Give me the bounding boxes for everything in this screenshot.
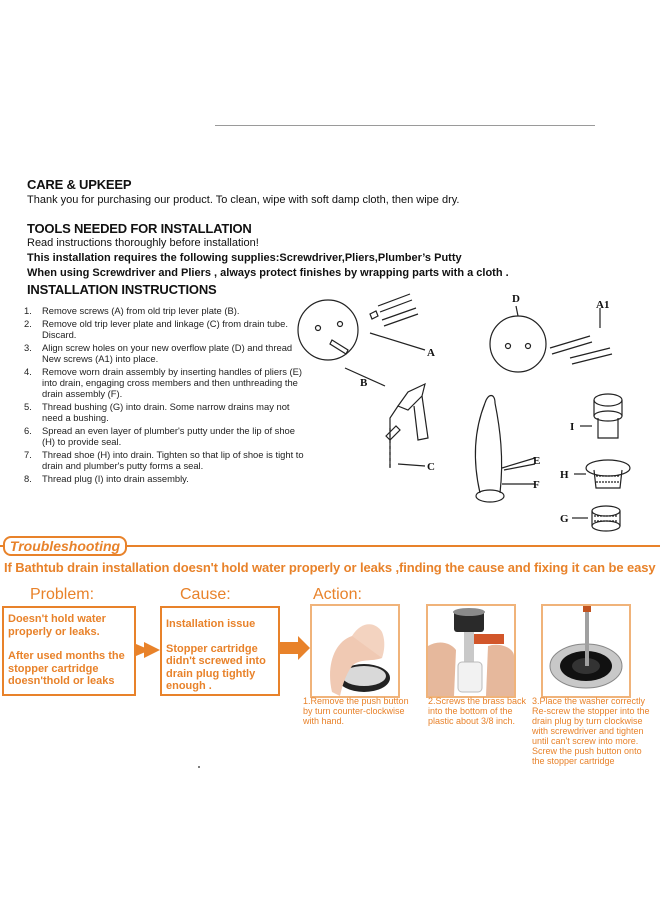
troubleshooting-title: If Bathtub drain installation doesn't hold water properly or leaks ,finding the cause and fixing it can be easy	[4, 560, 656, 575]
action-caption-3: 3.Place the washer correctly Re-screw the stopper into the drain plug by turn clockwise with screwdriver and tighten until can't screw into more. Screw the push button onto the stopper cartridge	[532, 696, 650, 766]
stray-dot	[198, 766, 200, 768]
step-item: 8. Thread plug (I) into drain assembly.	[24, 473, 189, 484]
label-g: G	[560, 513, 569, 525]
plug-i-drawing	[594, 394, 622, 438]
problem-heading: Problem:	[30, 586, 95, 603]
step-item: 4. Remove worn drain assembly by inserting handles of pliers (E) into drain, engaging cross members and then unthreading the drain assembly (F).	[24, 366, 303, 399]
step-item: 2. Remove old trip lever plate and linkage (C) from drain tube. Discard.	[24, 318, 288, 340]
cause-heading: Cause:	[180, 586, 231, 603]
installation-parts-diagram	[290, 288, 660, 538]
label-e: E	[533, 455, 541, 467]
problem-line: After used months the stopper cartridge doesn'thold or leaks	[8, 650, 125, 687]
label-b: B	[360, 377, 368, 389]
screwdriver-in-drain-image	[543, 606, 629, 696]
label-d: D	[512, 293, 520, 305]
tools-protect-note: When using Screwdriver and Pliers , always protect finishes by wrapping parts with a cloth .	[27, 267, 509, 279]
brass-stopper-image	[428, 606, 514, 696]
label-c: C	[427, 461, 435, 473]
pliers-drawing	[475, 396, 504, 503]
step-item: 3. Align screw holes on your new overflow plate (D) and thread New screws (A1) into place.	[24, 342, 293, 364]
cause-to-action-arrow	[280, 634, 310, 662]
label-i: I	[570, 421, 575, 433]
problem-box	[2, 606, 136, 696]
step-item: 6. Spread an even layer of plumber's putty under the lip of shoe (H) to provide seal.	[24, 425, 295, 447]
screws-a1-drawing	[550, 336, 612, 364]
step-item: 5. Thread bushing (G) into drain. Some narrow drains may not need a bushing.	[24, 401, 290, 423]
step-item: 7. Thread shoe (H) into drain. Tighten so that lip of shoe is tight to drain and plumber's putty forms a seal.	[24, 449, 304, 471]
care-heading: CARE & UPKEEP	[27, 177, 132, 192]
label-a: A	[427, 347, 435, 359]
tools-read-note: Read instructions thoroughly before installation!	[27, 237, 259, 249]
bushing-g-drawing	[592, 506, 620, 531]
installation-heading: INSTALLATION INSTRUCTIONS	[27, 282, 217, 297]
action-photo-1	[310, 604, 400, 698]
troubleshooting-badge: Troubleshooting	[3, 536, 127, 556]
screws-a-drawing	[370, 294, 418, 326]
label-a1: A1	[596, 299, 610, 311]
tools-heading: TOOLS NEEDED FOR INSTALLATION	[27, 221, 252, 236]
cause-line: Stopper cartridge didn't screwed into drain plug tightly enough .	[166, 642, 266, 692]
hand-removing-button-image	[312, 606, 398, 696]
problem-line: Doesn't hold water properly or leaks.	[8, 613, 106, 638]
label-h: H	[560, 469, 569, 481]
installation-steps	[24, 305, 304, 486]
shoe-h-drawing	[586, 460, 630, 488]
action-photo-2	[426, 604, 516, 698]
action-photo-3	[541, 604, 631, 698]
action-heading: Action:	[313, 586, 362, 603]
label-f: F	[533, 479, 540, 491]
action-caption-1: 1.Remove the push button by turn counter-clockwise with hand.	[303, 696, 409, 726]
cause-box	[160, 606, 280, 696]
old-trip-lever-plate-drawing	[298, 300, 358, 360]
top-divider	[215, 125, 595, 126]
trip-lever-linkage-drawing	[386, 384, 428, 468]
new-overflow-plate-drawing	[490, 316, 546, 372]
cause-line: Installation issue	[166, 618, 256, 630]
tools-required-supplies: This installation requires the following supplies:Screwdriver,Pliers,Plumber’s Putty	[27, 252, 462, 264]
step-item: 1. Remove screws (A) from old trip lever plate (B).	[24, 305, 240, 316]
care-text: Thank you for purchasing our product. To clean, wipe with soft damp cloth, then wipe dry.	[27, 194, 460, 206]
action-caption-2: 2.Screws the brass back into the bottom of the plastic about 3/8 inch.	[428, 696, 527, 726]
problem-to-cause-arrow	[136, 638, 162, 662]
